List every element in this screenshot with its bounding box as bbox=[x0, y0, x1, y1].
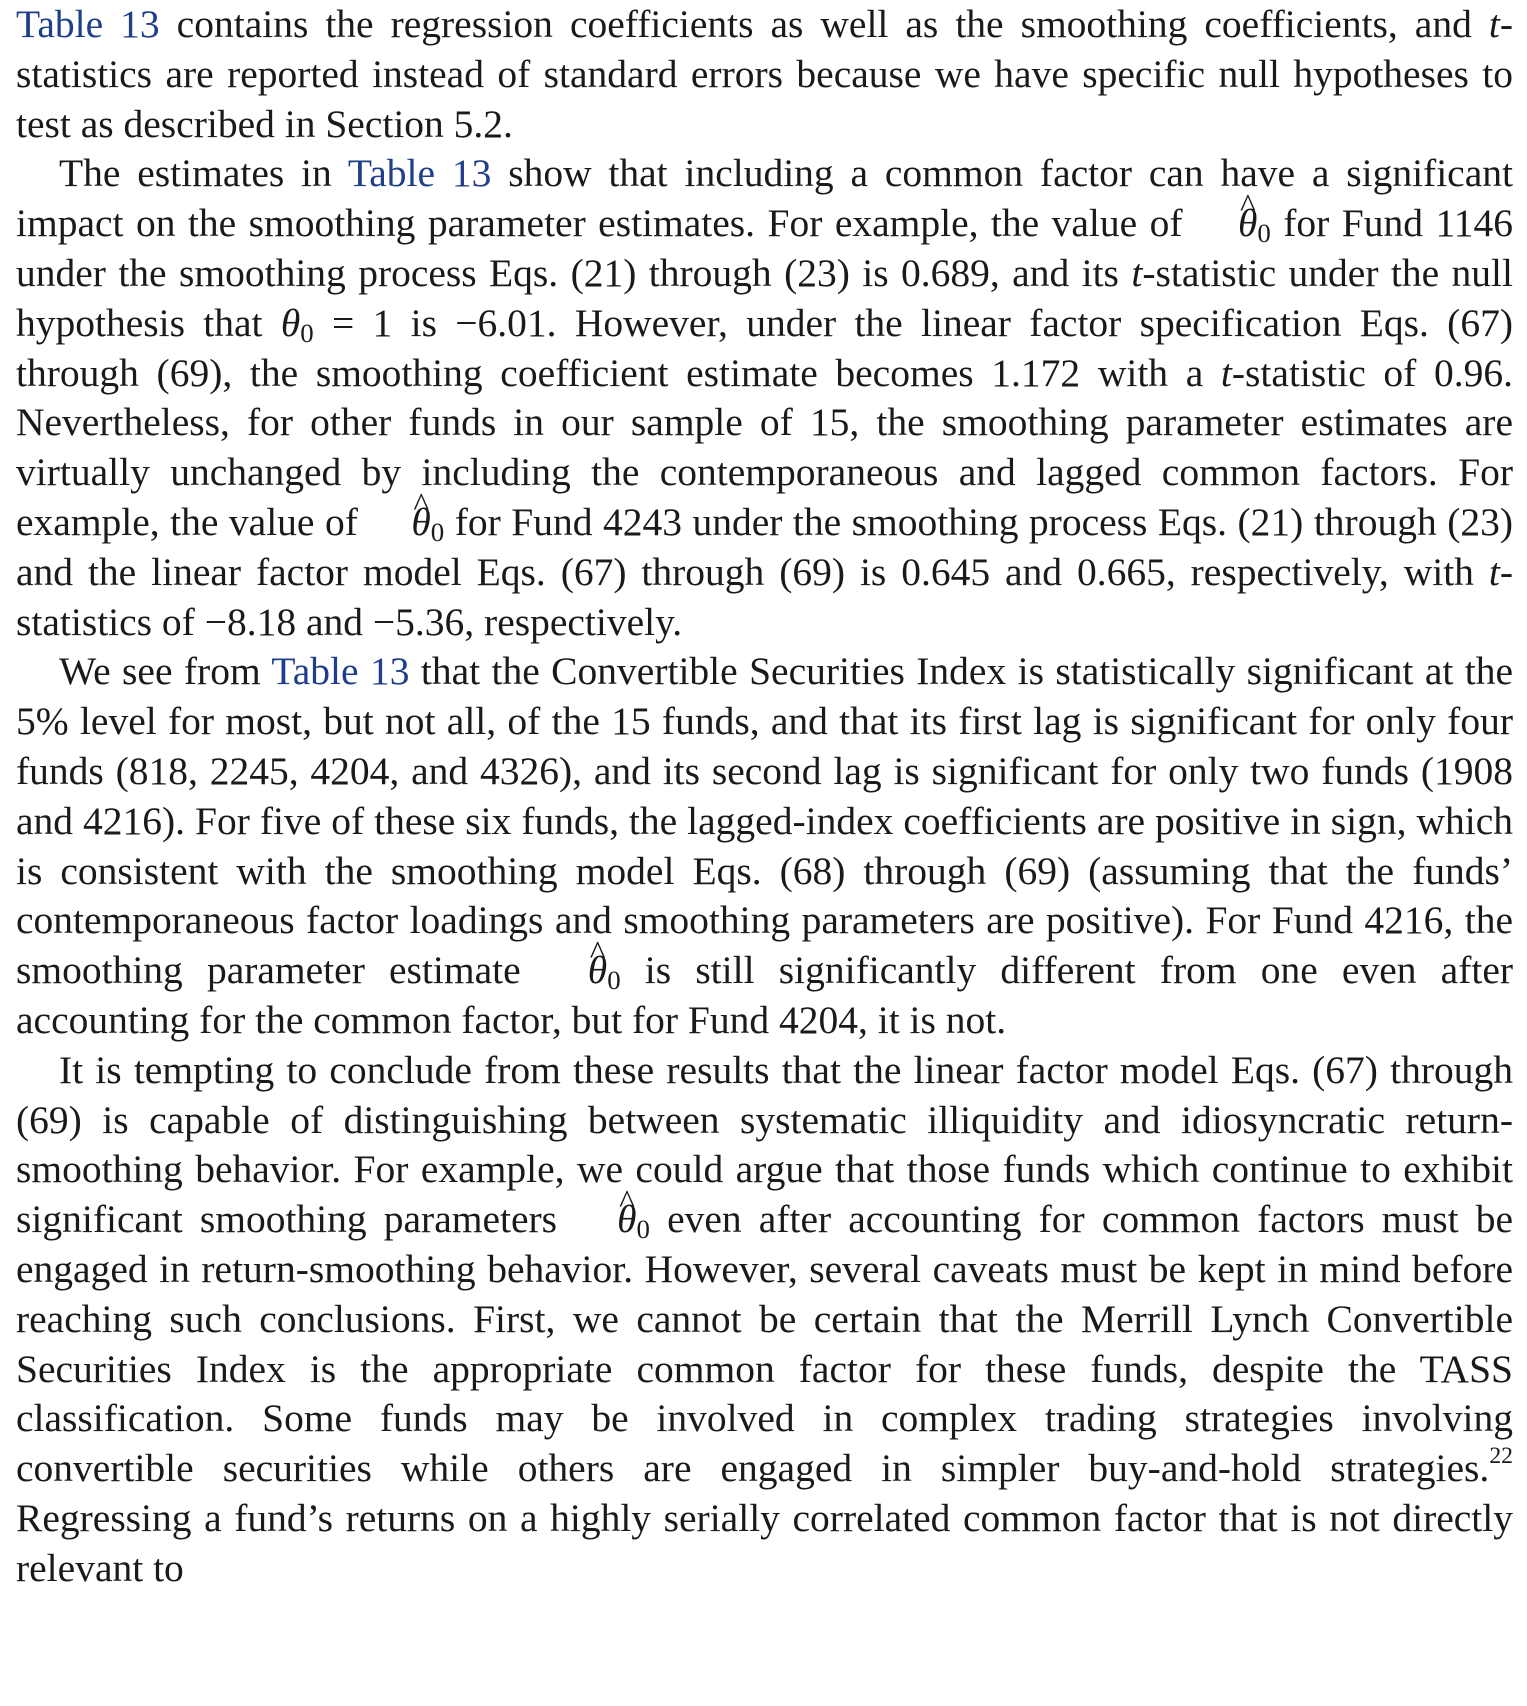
text-run: = 1 is −6.01. However, under the linear factor specification Eqs. (67) through (69), the smoothing coefficient estimate becomes 1.172 with a bbox=[16, 300, 1513, 395]
subscript: 0 bbox=[430, 516, 445, 547]
table-reference-link[interactable]: Table 13 bbox=[347, 151, 492, 196]
text-run: even after accounting for common factors must be engaged in return-smoothing behavior. However, several caveats must be kept in mind before reaching such conclusions. First, we cannot be certain that the Merrill Lynch Convertible Securities Index is the appropriate common factor for these funds, despite the TASS classification. Some funds may be involved in complex trading strategies involving convertible securities while others are engaged in simpler buy-and-hold strategies. bbox=[16, 1197, 1513, 1491]
text-run: for Fund 4243 under the smoothing process Eqs. (21) through (23) and the linear factor model Eqs. (67) through (69) is 0.645 and 0.665, respectively, with bbox=[16, 499, 1513, 594]
table-reference-link[interactable]: Table 13 bbox=[271, 649, 410, 694]
italic-symbol: t bbox=[1131, 250, 1143, 295]
text-run: We see from bbox=[59, 649, 272, 694]
italic-symbol: θ bbox=[280, 300, 301, 345]
subscript: 0 bbox=[636, 1214, 650, 1245]
italic-symbol: t bbox=[1488, 2, 1500, 46]
paragraph-3 bbox=[0, 647, 1527, 1045]
text-run: is still significantly different from one even after accounting for the common factor, but for Fund 4204, it is not. bbox=[16, 948, 1514, 1042]
text-run: that the Convertible Securities Index is statistically significant at the 5% level for most, but not all, of the 15 funds, and that its first lag is significant for only four funds (818, 2245, 4204, and 4326), and its second lag is significant for only two funds (1908 and 4216). For five of these six funds, the lagged-index coefficients are positive in sign, which is consistent with the smoothing model Eqs. (68) through (69) (assuming that the funds’ contemporaneous factor loadings and smoothing parameters are positive). For Fund 4216, the smoothing parameter estimate bbox=[16, 649, 1513, 993]
text-run: Regressing a fund’s returns on a highly serially correlated common factor that is not directly relevant to bbox=[16, 1495, 1513, 1590]
text-run: -statistic under the null hypothesis that bbox=[16, 250, 1513, 345]
theta-hat-symbol: ^ θ bbox=[574, 1195, 636, 1245]
subscript: 0 bbox=[300, 317, 314, 348]
theta-hat-symbol: ^ θ bbox=[1195, 199, 1257, 249]
text-run: It is tempting to conclude from these results that the linear factor model Eqs. (67) through (69) is capable of distinguishing between systematic illiquidity and idiosyncratic return-smoothing behavior. For example, we could argue that those funds which continue to exhibit significant smoothing parameters bbox=[16, 1047, 1513, 1242]
italic-symbol: t bbox=[1488, 549, 1500, 594]
paragraph-2 bbox=[0, 149, 1527, 647]
subscript: 0 bbox=[607, 965, 621, 996]
text-run: for Fund 1146 under the smoothing process Eqs. (21) through (23) is 0.689, and its bbox=[16, 201, 1513, 295]
paragraph-4 bbox=[0, 1046, 1527, 1594]
text-run: contains the regression coefficients as well as the smoothing coefficients, and bbox=[159, 2, 1489, 46]
theta-hat-symbol: ^ θ bbox=[368, 498, 430, 548]
text-run: -statistics of −8.18 and −5.36, respectively. bbox=[16, 549, 1513, 644]
text-run: -statistic of 0.96. Nevertheless, for other funds in our sample of 15, the smoothing parameter estimates are virtually unchanged by including the contemporaneous and lagged common factors. For example, the value of bbox=[16, 350, 1513, 544]
text-run: The estimates in bbox=[59, 151, 348, 196]
text-run: -statistics are reported instead of standard errors because we have specific null hypotheses to test as described in Section 5.2. bbox=[16, 2, 1513, 146]
subscript: 0 bbox=[1257, 218, 1271, 249]
text-run: show that including a common factor can have a significant impact on the smoothing parameter estimates. For example, the value of bbox=[16, 151, 1513, 246]
footnote-marker[interactable]: 22 bbox=[1489, 1443, 1513, 1470]
theta-hat-symbol: ^ θ bbox=[545, 946, 607, 996]
paragraph-1 bbox=[0, 0, 1527, 149]
italic-symbol: t bbox=[1220, 350, 1232, 395]
table-reference-link[interactable]: Table 13 bbox=[16, 2, 160, 46]
